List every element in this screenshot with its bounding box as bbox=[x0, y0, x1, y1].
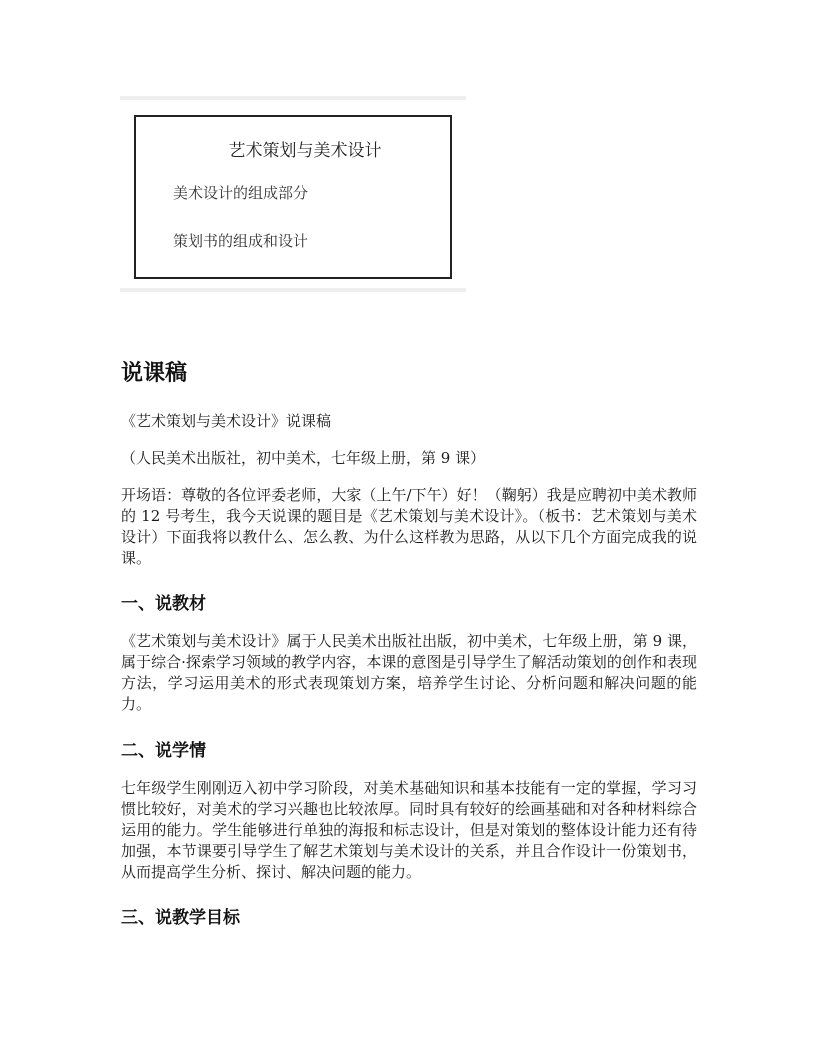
section-heading-objectives: 三、说教学目标 bbox=[121, 908, 240, 928]
board-title: 艺术策划与美术设计 bbox=[228, 141, 382, 161]
board-item-design-components: 美术设计的组成部分 bbox=[173, 184, 309, 202]
document-subtitle: 《艺术策划与美术设计》说课稿 bbox=[121, 412, 332, 430]
section-heading-students: 二、说学情 bbox=[121, 741, 206, 761]
section-students-text: 七年级学生刚刚迈入初中学习阶段，对美术基础知识和基本技能有一定的掌握，学习习惯比较好，对美术的学习兴趣也比较浓厚。同时具有较好的绘画基础和对各种材料综合运用的能力。学生能够进行单独的海报和标志设计，但是对策划的整体设计能力还有待加强，本节课要引导学生了解艺术策划与美术设计的关系，并且合作设计一份策划书，从而提高学生分析、探讨、解决问题的能力。 bbox=[121, 779, 697, 881]
publisher-line: （人民美术出版社，初中美术，七年级上册，第 9 课） bbox=[121, 449, 486, 467]
document-title: 说课稿 bbox=[121, 361, 188, 386]
board-item-plan-components: 策划书的组成和设计 bbox=[173, 232, 309, 250]
blackboard-image bbox=[120, 96, 466, 292]
blackboard-frame bbox=[134, 115, 452, 279]
section-heading-textbook: 一、说教材 bbox=[121, 594, 206, 614]
section-textbook-text: 《艺术策划与美术设计》属于人民美术出版社出版，初中美术，七年级上册，第 9 课，属于综合·探索学习领域的教学内容，本课的意图是引导学生了解活动策划的创作和表现方法，学习运用美术的形式表现策划方案，培养学生讨论、分析问题和解决问题的能力。 bbox=[121, 632, 697, 713]
opening-paragraph: 开场语：尊敬的各位评委老师，大家（上午/下午）好！（鞠躬）我是应聘初中美术教师的 12 号考生，我今天说课的题目是《艺术策划与美术设计》。（板书：艺术策划与美术设计）下面我将以教什么、怎么教、为什么这样教为思路，从以下几个方面完成我的说课。 bbox=[121, 486, 697, 567]
